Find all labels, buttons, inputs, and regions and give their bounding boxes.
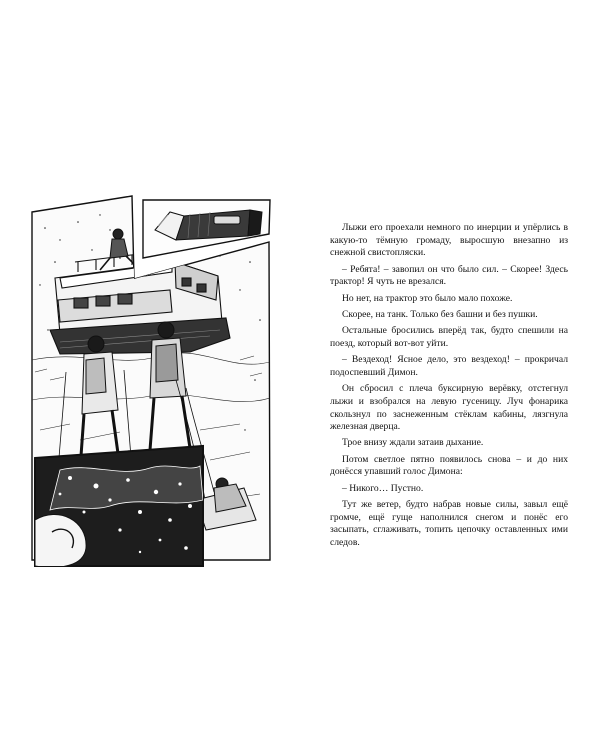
paragraph: Лыжи его проехали немного по инерции и упёрлись в какую-то тёмную громаду, выросшую внезапно из снежной свистопляски.: [330, 222, 568, 259]
paragraph: – Никого… Пустно.: [342, 482, 424, 494]
paragraph: – Ребята! – завопил он что было сил. – Скорее! Здесь трактор! Я чуть не врезался.: [330, 263, 568, 288]
paragraph: Он сбросил с плеча буксирную верёвку, отстегнул лыжи и взобрался на левую гусеницу. Луч фонарика скользнул по заснеженным стёклам кабины, лязгнула железная дверца.: [330, 383, 568, 433]
flashlight-icon: [155, 210, 262, 240]
paragraph: Трое внизу ждали затаив дыхание.: [342, 437, 484, 449]
paragraph: – Вездеход! Ясное дело, это вездеход! – прокричал подоспевший Димон.: [330, 354, 568, 378]
paragraph: Тут же ветер, будто набрав новые силы, завыл ещё громче, ещё гуще наполнился снегом и понёс его засыпать, сглаживать, топить цепочку оставленных ими следов.: [330, 499, 568, 549]
paragraph: Потом светлое пятно появилось снова – и до них донёсся упавший голос Димона:: [330, 453, 568, 478]
story-text-column: [330, 222, 568, 553]
paragraph: Но нет, на трактор это было мало похоже.: [342, 292, 513, 304]
paragraph: Остальные бросились вперёд так, будто спешили на поезд, который вот-вот уйти.: [330, 325, 568, 349]
paragraph: Скорее, на танк. Только без башни и без пушки.: [342, 308, 538, 320]
panel-inset-closeup: [35, 446, 203, 567]
